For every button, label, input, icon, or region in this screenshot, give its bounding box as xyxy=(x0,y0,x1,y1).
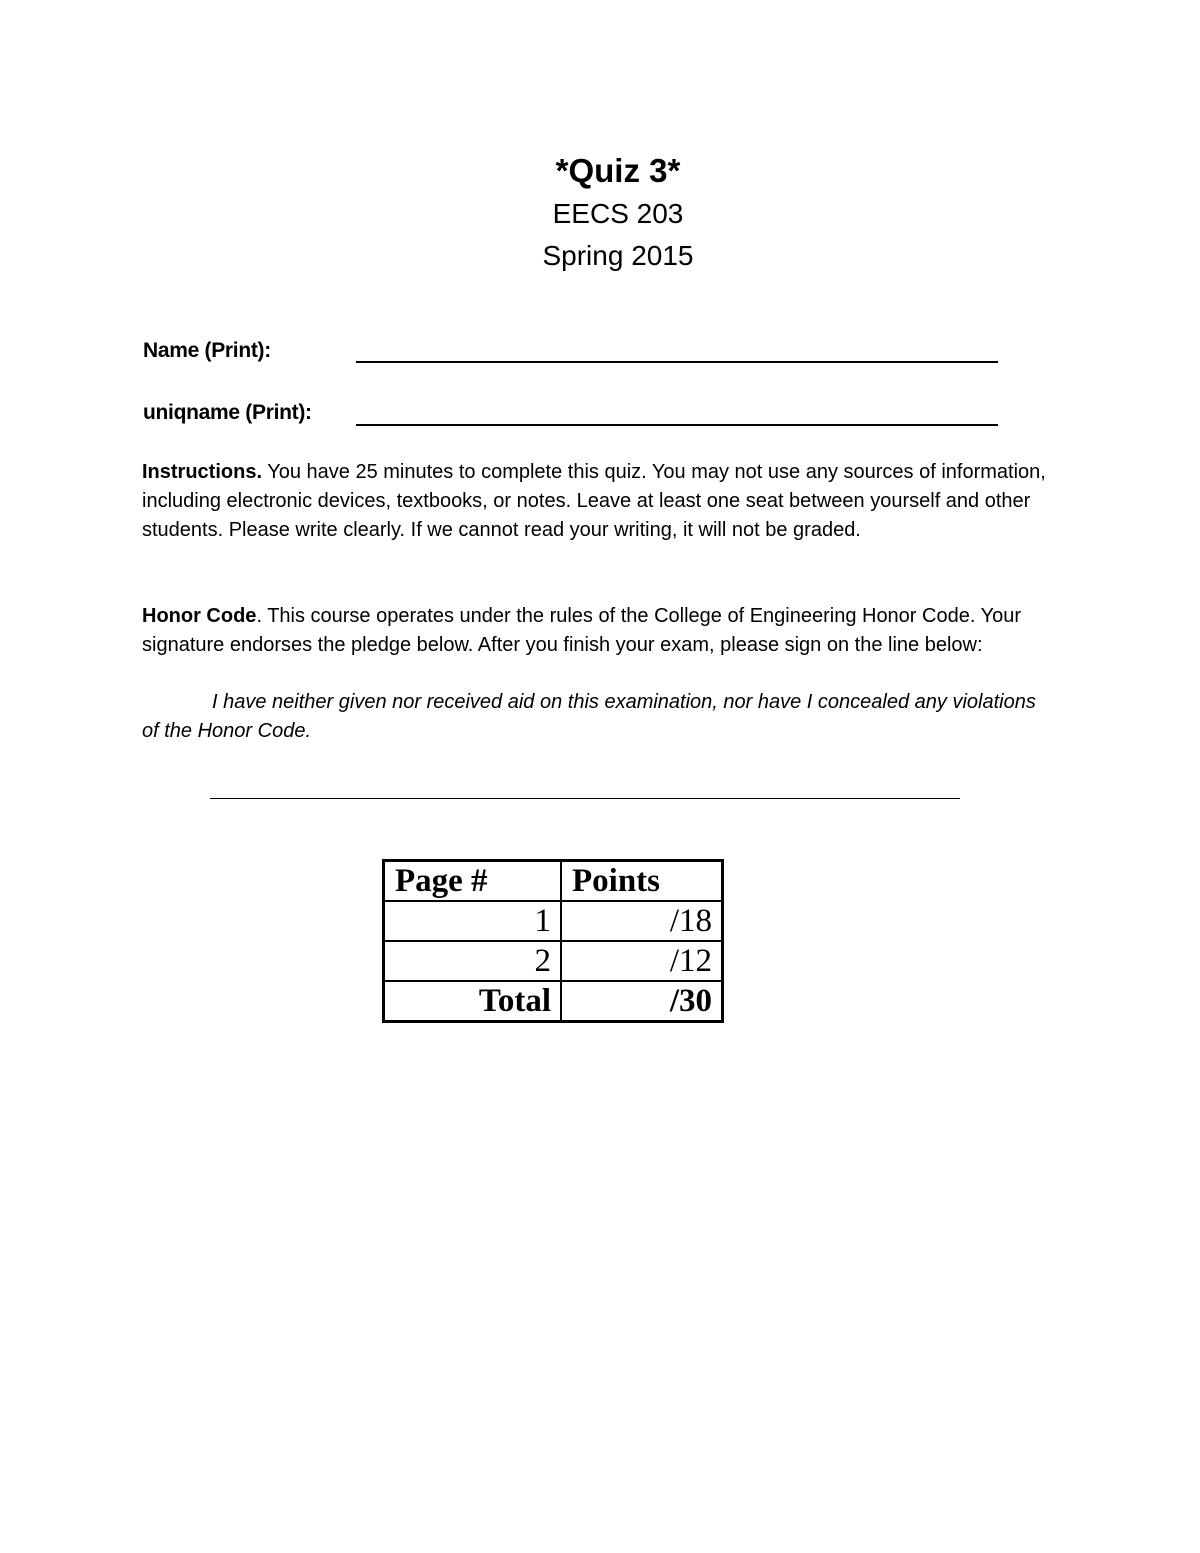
honor-code-text: . This course operates under the rules of the College of Engineering Honor Code. Your signature endorses the pledge below. After you finish your exam, please sign on the line below: xyxy=(142,605,1021,656)
name-write-line[interactable] xyxy=(356,361,998,363)
column-header-page: Page # xyxy=(384,861,562,902)
instructions-paragraph xyxy=(142,458,1082,545)
total-row xyxy=(384,981,723,1022)
points-cell: /12 xyxy=(561,941,723,981)
uniqname-write-line[interactable] xyxy=(356,424,998,426)
page-number-cell: 2 xyxy=(384,941,562,981)
term-label: Spring 2015 xyxy=(542,240,694,271)
uniqname-field-label: uniqname (Print): xyxy=(143,401,312,424)
instructions-text: You have 25 minutes to complete this quiz. You may not use any sources of information, including electronic devices, textbooks, or notes. Leave at least one seat between yourself and other students. Please write clearly. If we cannot read your writing, it will not be graded. xyxy=(142,461,1046,541)
signature-line[interactable] xyxy=(210,798,960,799)
points-cell: /18 xyxy=(561,901,723,941)
page-title: *Quiz 3* xyxy=(555,152,681,189)
instructions-lead: Instructions. xyxy=(142,461,263,483)
honor-pledge: I have neither given nor received aid on this examination, nor have I concealed any violations of the Honor Code. xyxy=(142,691,1036,742)
total-points-cell: /30 xyxy=(561,981,723,1022)
page-number-cell: 1 xyxy=(384,901,562,941)
table-row xyxy=(384,901,723,941)
score-table xyxy=(382,859,724,1023)
table-row xyxy=(384,941,723,981)
course-name: EECS 203 xyxy=(552,198,684,229)
score-table-header-row xyxy=(384,861,723,902)
column-header-points: Points xyxy=(561,861,723,902)
name-field-label: Name (Print): xyxy=(143,339,271,362)
total-label-cell: Total xyxy=(384,981,562,1022)
honor-code-paragraph xyxy=(142,602,1082,660)
honor-code-lead: Honor Code xyxy=(142,605,257,627)
